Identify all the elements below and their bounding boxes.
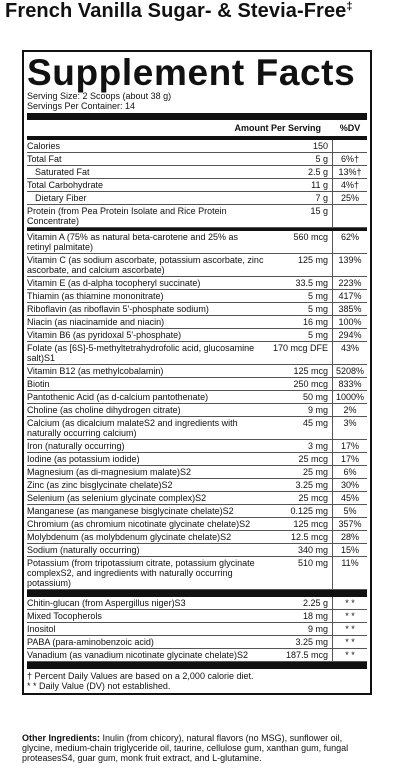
nutrient-amount: 16 mg (302, 317, 328, 327)
nutrient-name: Dietary Fiber (35, 193, 87, 203)
thick-divider (27, 662, 367, 669)
nutrient-dv: 5208% (332, 365, 367, 377)
other-ingredients-text: Inulin (from chicory), natural flavors (no MSG), sunflower oil, glycine, medium-chain triglyceride oil, taurine, cellulose gum, xanthan gum, fungal proteasesS4, guar gum, monk fruit extract, and L-glutamine. (22, 733, 349, 763)
nutrient-name: Chromium (as chromium nicotinate glycinate chelate)S2 (27, 519, 251, 529)
nutrient-dv: 17% (332, 440, 367, 452)
nutrient-dv: 5% (332, 505, 367, 517)
nutrient-name: Protein (from Pea Protein Isolate and Rice Protein Concentrate) (27, 206, 227, 226)
nutrient-dv: 6%† (332, 153, 367, 165)
nutrient-name: Riboflavin (as riboflavin 5'-phosphate sodium) (27, 304, 209, 314)
nutrient-row (27, 557, 367, 590)
nutrient-name: Calories (27, 141, 61, 151)
nutrient-name: Magnesium (as di-magnesium malate)S2 (27, 467, 192, 477)
nutrient-amount: 5 mg (307, 304, 328, 314)
product-title: French Vanilla Sugar- & Stevia-Free‡ (5, 0, 353, 22)
nutrient-name: Vitamin B12 (as methylcobalamin) (27, 366, 164, 376)
nutrient-dv: 6% (332, 466, 367, 478)
footnote-dv: † Percent Daily Values are based on a 2,000 calorie diet. (27, 671, 254, 681)
nutrient-dv: 11% (332, 557, 367, 589)
nutrient-row (27, 254, 367, 277)
other-ingredients-label: Other Ingredients: (22, 733, 101, 743)
nutrient-amount: 5 g (315, 154, 328, 164)
nutrient-dv: * * (332, 610, 367, 622)
nutrient-amount: 12.5 mcg (290, 532, 328, 542)
nutrient-name: Pantothenic Acid (as d-calcium pantothenate) (27, 392, 209, 402)
nutrient-row (27, 153, 367, 166)
nutrient-name: Biotin (27, 379, 50, 389)
nutrient-name: Choline (as choline dihydrogen citrate) (27, 405, 181, 415)
nutrient-name: Calcium (as dicalcium malateS2 and ingredients with naturally occurring calcium) (27, 418, 238, 438)
nutrient-name: Molybdenum (as molybdenum glycinate chelate)S2 (27, 532, 232, 542)
nutrient-dv (332, 140, 367, 152)
nutrient-row (27, 440, 367, 453)
nutrient-dv: 833% (332, 378, 367, 390)
nutrient-row (27, 518, 367, 531)
nutrient-amount: 125 mcg (293, 519, 328, 529)
nutrient-amount: 3.25 mg (295, 480, 328, 490)
nutrient-name: Inositol (27, 624, 56, 634)
nutrient-dv: 30% (332, 479, 367, 491)
footnotes (27, 669, 367, 693)
nutrient-amount: 5 mg (307, 291, 328, 301)
nutrient-row (27, 417, 367, 440)
nutrient-name: Niacin (as niacinamide and niacin) (27, 317, 165, 327)
nutrient-amount: 125 mcg (293, 366, 328, 376)
nutrient-amount: 7 g (315, 193, 328, 203)
nutrient-amount: 2.25 g (302, 598, 328, 608)
panel-title: Supplement Facts (27, 52, 356, 93)
nutrient-dv: 45% (332, 492, 367, 504)
amount-header: Amount Per Serving (234, 123, 321, 133)
nutrient-name: Iodine (as potassium iodide) (27, 454, 140, 464)
nutrient-row (27, 303, 367, 316)
nutrient-row (27, 492, 367, 505)
nutrient-amount: 3 mg (307, 441, 328, 451)
nutrient-name: Vitamin A (75% as natural beta-carotene and 25% as retinyl palmitate) (27, 232, 238, 252)
nutrient-row (27, 623, 367, 636)
nutrient-dv: * * (332, 597, 367, 609)
nutrient-dv: * * (332, 623, 367, 635)
nutrient-name: Vanadium (as vanadium nicotinate glycinate chelate)S2 (27, 650, 248, 660)
nutrient-dv: 62% (332, 231, 367, 253)
footnote-not-established: * * Daily Value (DV) not established. (27, 681, 171, 691)
nutrient-dv: 17% (332, 453, 367, 465)
nutrient-amount: 170 mcg DFE (272, 343, 328, 353)
nutrient-row (27, 636, 367, 649)
nutrient-amount: 25 mcg (298, 493, 328, 503)
other-actives-section (27, 597, 367, 662)
nutrient-dv: 28% (332, 531, 367, 543)
nutrient-amount: 187.5 mcg (285, 650, 328, 660)
nutrient-row (27, 649, 367, 662)
nutrient-row (27, 531, 367, 544)
nutrient-dv: * * (332, 649, 367, 661)
nutrient-amount: 50 mg (302, 392, 328, 402)
nutrient-name: Mixed Tocopherols (27, 611, 102, 621)
nutrient-dv: 13%† (332, 166, 367, 178)
nutrient-row (27, 466, 367, 479)
macros-section (27, 140, 367, 228)
nutrient-name: Potassium (from tripotassium citrate, potassium glycinate complexS2, and ingredients with naturally occurring potassium) (27, 558, 255, 588)
nutrient-row (27, 610, 367, 623)
nutrient-amount: 250 mcg (293, 379, 328, 389)
nutrient-name: PABA (para-aminobenzoic acid) (27, 637, 154, 647)
nutrient-amount: 340 mg (297, 545, 328, 555)
nutrient-dv: 2% (332, 404, 367, 416)
dv-header: %DV (339, 123, 361, 133)
nutrient-amount: 150 (312, 141, 328, 151)
nutrient-row (27, 179, 367, 192)
nutrient-name: Total Carbohydrate (27, 180, 104, 190)
nutrient-dv: 4%† (332, 179, 367, 191)
nutrient-row (27, 316, 367, 329)
nutrient-amount: 18 mg (302, 611, 328, 621)
nutrient-amount: 25 mg (302, 467, 328, 477)
nutrient-amount: 25 mcg (298, 454, 328, 464)
nutrient-name: Chitin-glucan (from Aspergillus niger)S3 (27, 598, 186, 608)
nutrient-dv: 43% (332, 342, 367, 364)
nutrient-row (27, 166, 367, 179)
nutrient-name: Total Fat (27, 154, 62, 164)
nutrient-row (27, 192, 367, 205)
serving-size: Serving Size: 2 Scoops (about 38 g) (27, 91, 172, 101)
nutrient-dv (332, 205, 367, 227)
nutrient-name: Manganese (as manganese bisglycinate chelate)S2 (27, 506, 234, 516)
nutrient-dv: 1000% (332, 391, 367, 403)
nutrient-dv: 15% (332, 544, 367, 556)
nutrient-name: Zinc (as zinc bisglycinate chelate)S2 (27, 480, 173, 490)
nutrient-row (27, 329, 367, 342)
nutrient-amount: 45 mg (302, 418, 328, 428)
nutrient-row (27, 404, 367, 417)
nutrient-amount: 510 mg (297, 558, 328, 568)
nutrient-name: Iron (naturally occurring) (27, 441, 125, 451)
nutrient-amount: 3.25 mg (295, 637, 328, 647)
nutrient-amount: 125 mg (297, 255, 328, 265)
nutrient-name: Folate (as [6S]-5-methyltetrahydrofolic acid, glucosamine salt)S1 (27, 343, 255, 363)
nutrient-dv: * * (332, 636, 367, 648)
nutrient-name: Selenium (as selenium glycinate complex)S2 (27, 493, 207, 503)
nutrient-row (27, 378, 367, 391)
nutrient-name: Sodium (naturally occurring) (27, 545, 140, 555)
nutrient-amount: 2.5 g (307, 167, 328, 177)
nutrient-dv: 385% (332, 303, 367, 315)
nutrient-amount: 15 g (310, 206, 328, 216)
nutrient-row (27, 290, 367, 303)
micronutrients-section (27, 231, 367, 590)
nutrient-row (27, 505, 367, 518)
nutrient-dv: 3% (332, 417, 367, 439)
nutrient-row (27, 479, 367, 492)
nutrient-amount: 5 mg (307, 330, 328, 340)
nutrient-name: Vitamin E (as d-alpha tocopheryl succinate) (27, 278, 201, 288)
nutrient-dv: 357% (332, 518, 367, 530)
nutrient-row (27, 342, 367, 365)
nutrient-amount: 0.125 mg (290, 506, 328, 516)
nutrient-amount: 9 mg (307, 624, 328, 634)
nutrient-amount: 560 mcg (293, 232, 328, 242)
nutrient-row (27, 365, 367, 378)
thick-divider (27, 113, 367, 120)
nutrient-dv: 139% (332, 254, 367, 276)
column-header (27, 120, 367, 137)
thick-divider (27, 590, 367, 597)
nutrient-row (27, 205, 367, 228)
nutrient-dv: 417% (332, 290, 367, 302)
nutrient-dv: 25% (332, 192, 367, 204)
nutrient-row (27, 544, 367, 557)
nutrient-amount: 11 g (311, 180, 328, 190)
nutrient-dv: 294% (332, 329, 367, 341)
nutrient-row (27, 597, 367, 610)
nutrient-name: Vitamin C (as sodium ascorbate, potassium ascorbate, zinc ascorbate, and calcium ascorbate) (27, 255, 264, 275)
nutrient-name: Vitamin B6 (as pyridoxal 5'-phosphate) (27, 330, 182, 340)
other-ingredients (22, 733, 362, 763)
nutrient-name: Thiamin (as thiamine mononitrate) (27, 291, 164, 301)
nutrient-row (27, 453, 367, 466)
nutrient-amount: 33.5 mg (295, 278, 328, 288)
nutrient-row (27, 231, 367, 254)
nutrient-dv: 100% (332, 316, 367, 328)
nutrient-row (27, 140, 367, 153)
nutrient-row (27, 277, 367, 290)
nutrient-row (27, 391, 367, 404)
servings-per-container: Servings Per Container: 14 (27, 101, 136, 111)
nutrient-dv: 223% (332, 277, 367, 289)
nutrient-amount: 9 mg (307, 405, 328, 415)
nutrient-name: Saturated Fat (35, 167, 90, 177)
supplement-facts-panel (22, 50, 372, 695)
